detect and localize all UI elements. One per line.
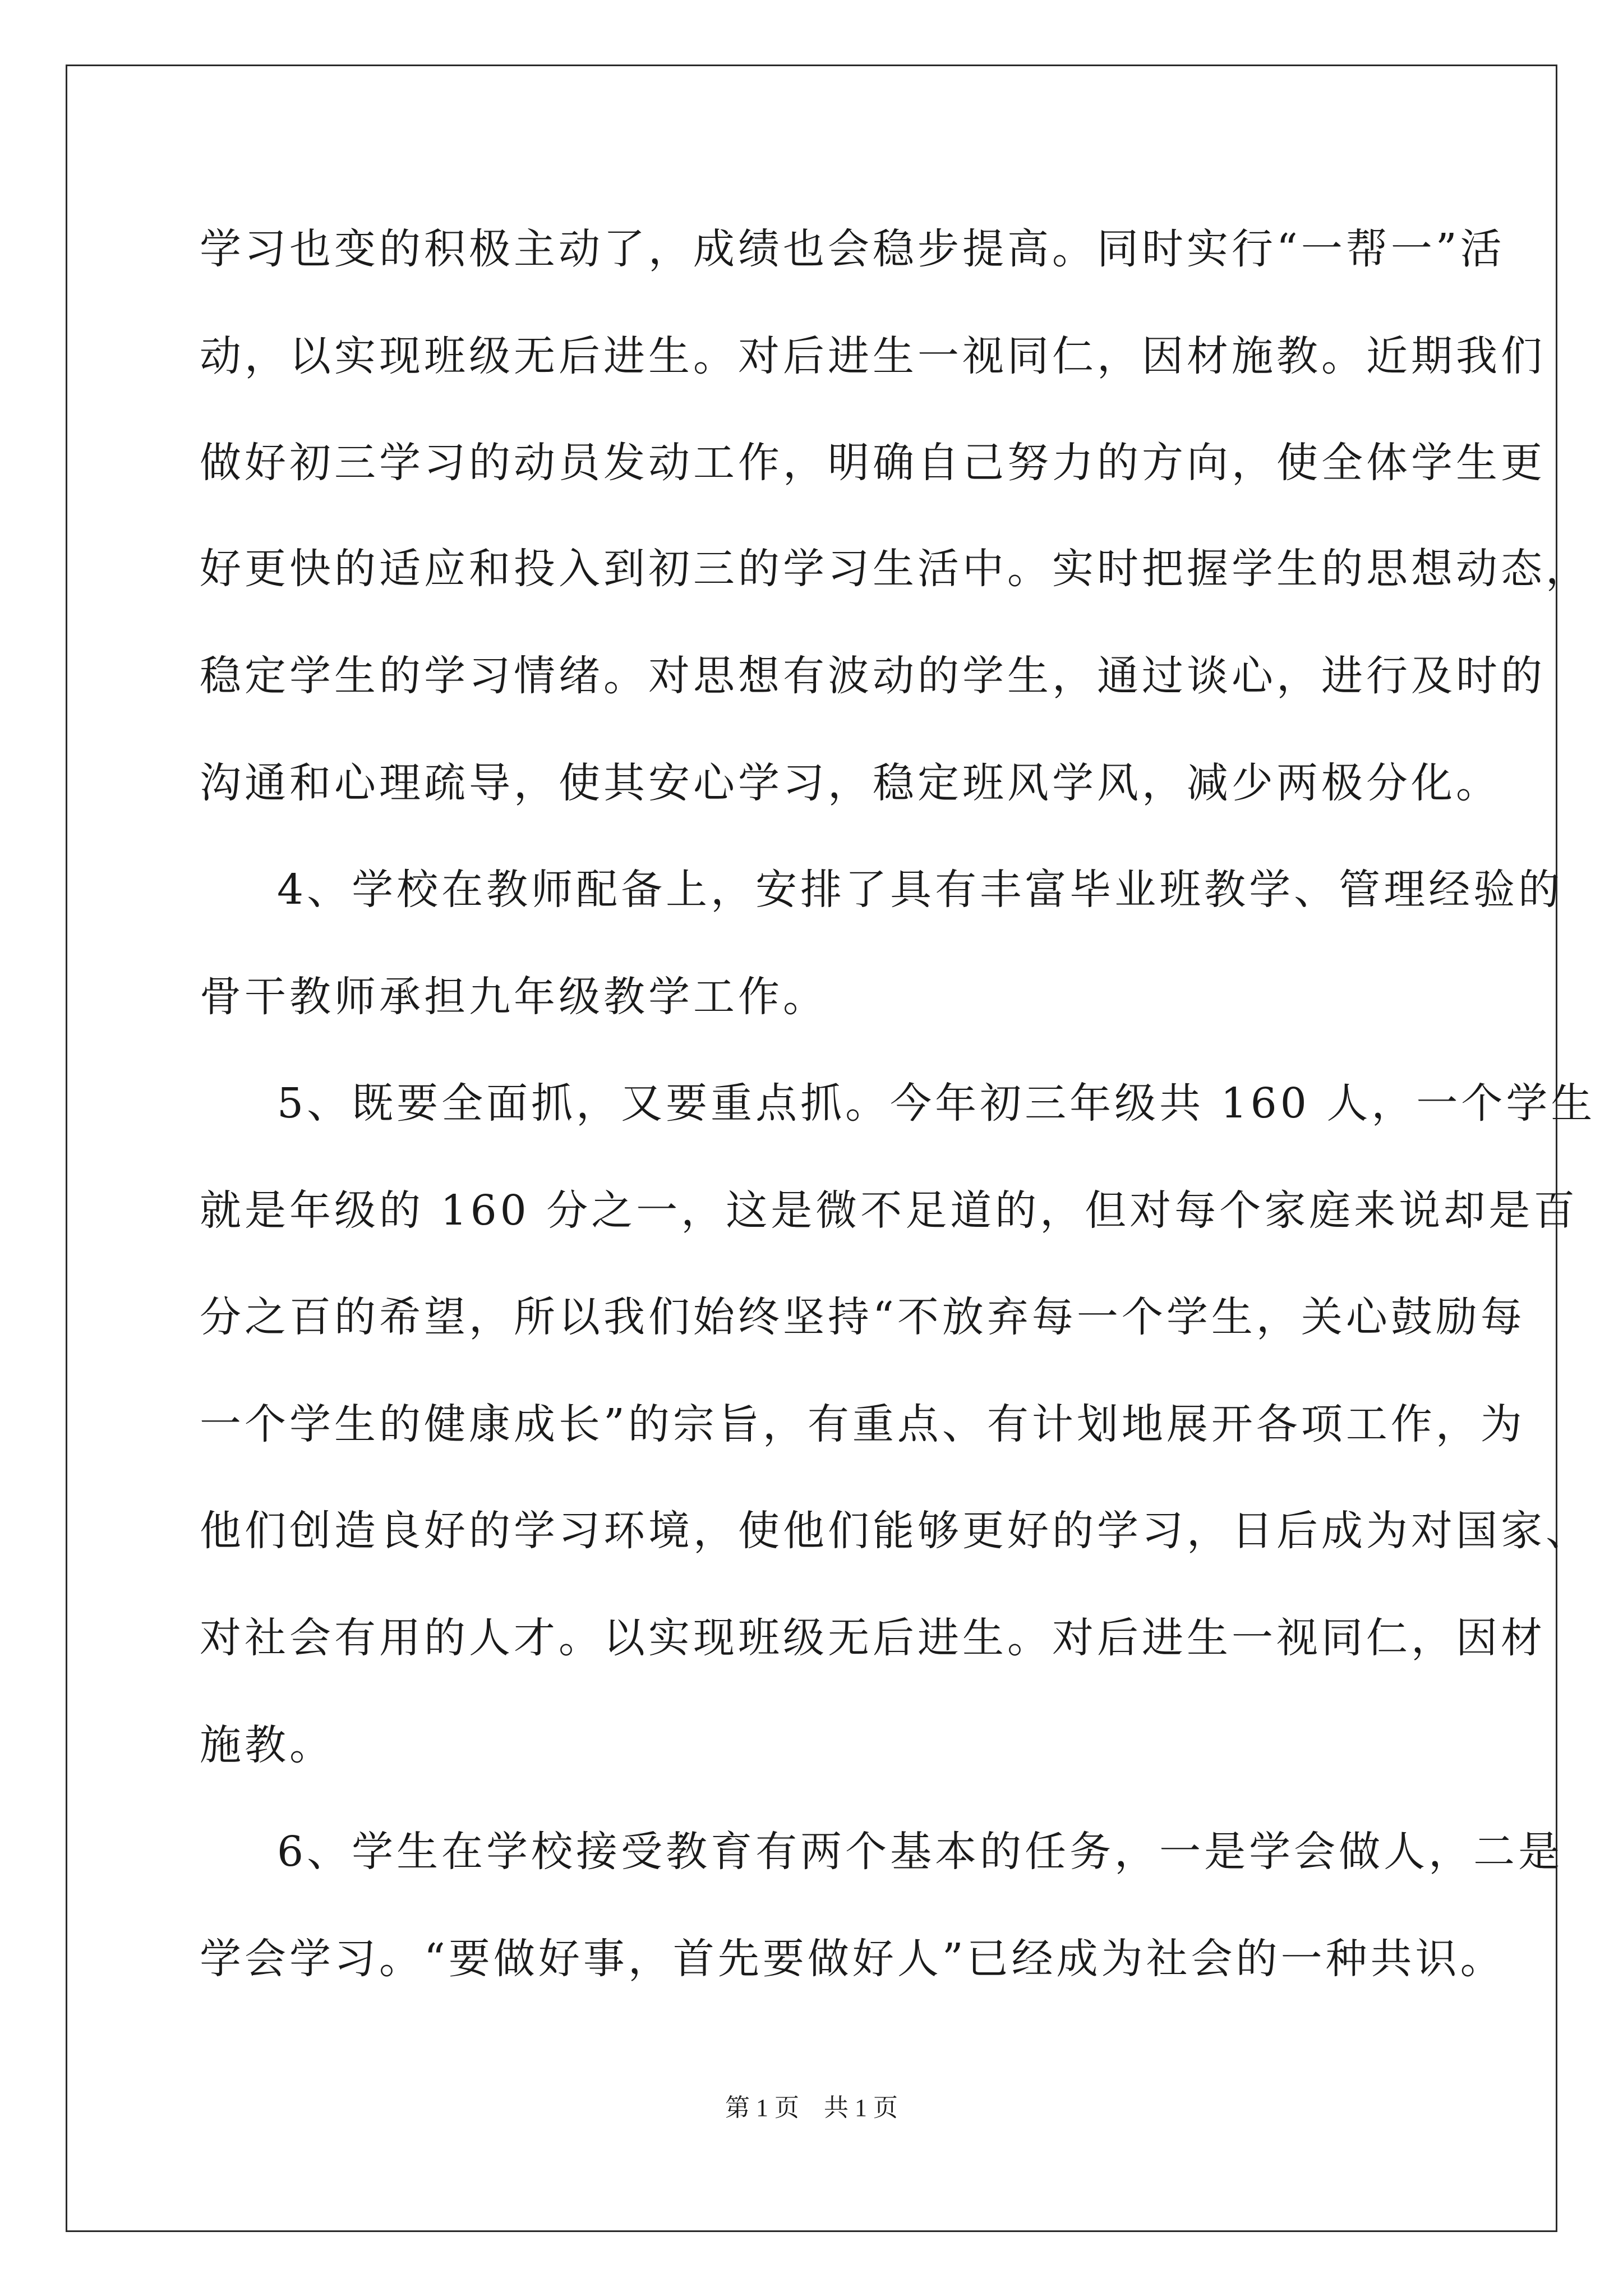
paragraph-line: 6、学生在学校接受教育有两个基本的任务，一是学会做人，二是 [277, 1828, 1564, 1876]
paragraph-line: 他们创造良好的学习环境，使他们能够更好的学习，日后成为对国家、 [200, 1507, 1590, 1555]
paragraph-line: 就是年级的 160 分之一，这是微不足道的，但对每个家庭来说却是百 [200, 1186, 1579, 1235]
paragraph-line: 5、既要全面抓，又要重点抓。今年初三年级共 160 人，一个学生 [277, 1079, 1596, 1128]
paragraph-line: 一个学生的健康成长”的宗旨，有重点、有计划地展开各项工作，为 [200, 1400, 1525, 1448]
paragraph-line: 做好初三学习的动员发动工作，明确自己努力的方向，使全体学生更 [200, 439, 1546, 487]
paragraph-line: 学习也变的积极主动了，成绩也会稳步提高。同时实行“一帮一”活 [200, 225, 1505, 273]
page-number: 第 1 页 [725, 2094, 799, 2122]
paragraph-line: 沟通和心理疏导，使其安心学习，稳定班风学风，减少两极分化。 [200, 759, 1501, 807]
paragraph-line: 稳定学生的学习情绪。对思想有波动的学生，通过谈心，进行及时的 [200, 652, 1546, 700]
page-total: 共 1 页 [824, 2094, 898, 2122]
paragraph-line: 动，以实现班级无后进生。对后进生一视同仁，因材施教。近期我们 [200, 332, 1546, 380]
paragraph-line: 好更快的适应和投入到初三的学习生活中。实时把握学生的思想动态， [200, 545, 1590, 593]
paragraph-line: 分之百的希望，所以我们始终坚持“不放弃每一个学生，关心鼓励每 [200, 1293, 1525, 1341]
paragraph-line: 学会学习。“要做好事，首先要做好人”已经成为社会的一种共识。 [200, 1935, 1505, 1983]
paragraph-line: 骨干教师承担九年级教学工作。 [200, 973, 828, 1021]
page-footer [0, 2091, 1623, 2125]
paragraph-line: 4、学校在教师配备上，安排了具有丰富毕业班教学、管理经验的 [277, 866, 1564, 914]
page-border [66, 65, 1557, 2232]
paragraph-line: 对社会有用的人才。以实现班级无后进生。对后进生一视同仁，因材 [200, 1614, 1546, 1662]
paragraph-line: 施教。 [200, 1721, 334, 1769]
